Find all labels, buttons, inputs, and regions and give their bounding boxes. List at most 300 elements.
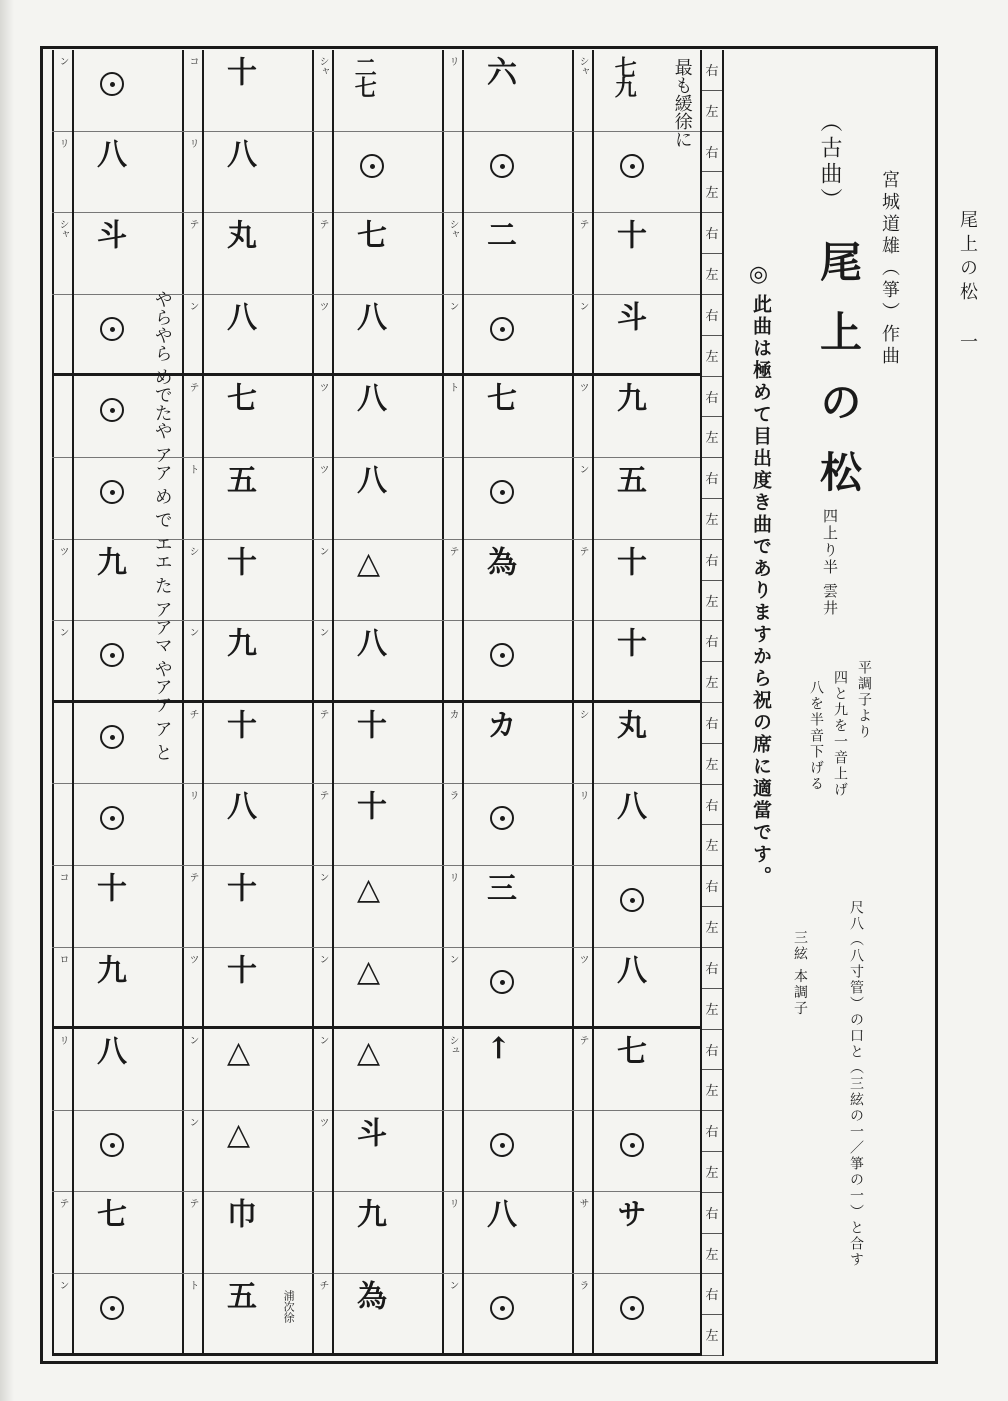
beat-cell: [442, 540, 572, 622]
beat-stem: [202, 213, 204, 295]
beat-stem: [462, 458, 464, 540]
beat-cell: [182, 1111, 312, 1193]
mora-syllable: テ: [577, 1035, 588, 1046]
notation-column: [182, 50, 312, 1356]
mora-syllable: ン: [577, 300, 588, 311]
beat-cell: [442, 866, 572, 948]
beat-cell: [572, 1029, 702, 1111]
mora-syllable: チ: [187, 708, 198, 719]
beat-cell: [572, 621, 702, 703]
beat-stem: [462, 866, 464, 948]
hand-indicator: 右: [702, 1030, 722, 1071]
mora-syllable: テ: [187, 872, 198, 882]
hand-indicator: 右: [702, 458, 722, 499]
beat-stem: [462, 295, 464, 377]
hand-indicator: 左: [702, 172, 722, 213]
rest-circle-icon: [100, 317, 124, 341]
beat-stem: [332, 866, 334, 948]
beat-stem: [202, 1111, 204, 1193]
notation-column: [442, 50, 572, 1356]
note-symbol: 八: [351, 382, 386, 411]
mora-syllable: コ: [187, 56, 198, 66]
beat-stem: [592, 540, 594, 622]
beat-stem: [202, 295, 204, 377]
beat-stem: [72, 784, 74, 866]
beat-stem: [72, 866, 74, 948]
beat-cell: [572, 866, 702, 948]
tuning-step-1: 四と九を一音上げ: [832, 670, 848, 798]
beat-cell: [182, 540, 312, 622]
mora-syllable: ン: [317, 953, 328, 964]
hand-indicator: 左: [702, 1234, 722, 1275]
mora-syllable: ン: [187, 627, 198, 638]
beat-cell: [572, 376, 702, 458]
beat-stem: [72, 703, 74, 785]
beat-cell: [312, 213, 442, 295]
mora-syllable: ツ: [577, 382, 588, 393]
beat-cell: [572, 213, 702, 295]
mora-syllable: ツ: [577, 953, 588, 964]
beat-stem: [72, 213, 74, 295]
note-symbol: △: [221, 1035, 256, 1069]
hand-indicator: 左: [702, 825, 722, 866]
mora-syllable: ラ: [577, 1280, 588, 1290]
mora-syllable: ツ: [317, 1116, 328, 1127]
hand-indicator: 右: [702, 621, 722, 662]
mora-syllable: ン: [447, 953, 458, 964]
mora-syllable: ン: [187, 1035, 198, 1046]
rest-circle-icon: [100, 643, 124, 667]
note-symbol: 七: [221, 382, 256, 411]
beat-cell: [312, 458, 442, 540]
rest-circle-icon: [100, 725, 124, 749]
beat-cell: [182, 948, 312, 1030]
note-symbol: 九: [221, 627, 256, 656]
note-symbol: 八: [611, 790, 646, 819]
beat-cell: [52, 50, 182, 132]
beat-stem: [202, 703, 204, 785]
note-symbol: 八: [611, 953, 646, 982]
rest-circle-icon: [620, 1296, 644, 1320]
beat-cell: [312, 1029, 442, 1111]
beat-cell: [572, 295, 702, 377]
beat-stem: [592, 376, 594, 458]
mora-syllable: シュ: [447, 1035, 458, 1056]
mora-syllable: テ: [187, 219, 198, 230]
lyric-text: やらやら めでたや アア め で エエ た アアマ やアア ア と: [151, 290, 173, 762]
hand-indicator: 右: [702, 1111, 722, 1152]
note-symbol: 十: [611, 627, 646, 656]
note-symbol: カ: [481, 708, 516, 737]
beat-cell: [572, 540, 702, 622]
mora-syllable: リ: [577, 790, 588, 801]
beat-stem: [72, 376, 74, 458]
genre-label: （古曲）: [817, 110, 842, 214]
note-symbol: △: [351, 1035, 386, 1069]
note-symbol: 十: [351, 708, 386, 737]
mora-syllable: ツ: [57, 545, 68, 556]
note-symbol: 十: [221, 56, 256, 84]
beat-stem: [202, 376, 204, 458]
beat-cell: [182, 132, 312, 214]
note-symbol: 十: [611, 545, 646, 574]
beat-stem: [332, 540, 334, 622]
beat-stem: [332, 621, 334, 703]
mora-syllable: リ: [187, 790, 198, 801]
beat-stem: [72, 621, 74, 703]
beat-stem: [592, 866, 594, 948]
page-number: 一: [957, 331, 978, 356]
beat-cell: [182, 213, 312, 295]
beat-stem: [332, 703, 334, 785]
beat-stem: [72, 50, 74, 132]
hand-indicator: 左: [702, 907, 722, 948]
mora-syllable: ン: [447, 300, 458, 311]
running-header: [950, 210, 980, 356]
beat-stem: [202, 132, 204, 214]
beat-stem: [592, 50, 594, 132]
beat-stem: [462, 1192, 464, 1274]
beat-cell: [182, 458, 312, 540]
note-symbol: 十: [221, 545, 256, 574]
beat-cell: [572, 1111, 702, 1193]
beat-cell: [312, 703, 442, 785]
note-symbol: 斗: [611, 300, 646, 329]
beat-cell: [572, 458, 702, 540]
hand-indicator: 右: [702, 377, 722, 418]
hand-indicator: 左: [702, 1152, 722, 1193]
composer-credit: 宮城道雄（箏）作曲: [879, 170, 900, 368]
beat-stem: [72, 948, 74, 1030]
rest-circle-icon: [490, 643, 514, 667]
beat-stem: [592, 1029, 594, 1111]
beat-cell: [572, 1274, 702, 1356]
hand-indicator-column: [700, 50, 724, 1356]
beat-cell: [52, 132, 182, 214]
note-symbol: 十: [351, 790, 386, 819]
rest-circle-icon: [490, 1296, 514, 1320]
beat-stem: [72, 540, 74, 622]
note-symbol: 五: [611, 464, 646, 492]
beat-stem: [332, 132, 334, 214]
mora-syllable: テ: [577, 219, 588, 230]
hand-indicator: 左: [702, 254, 722, 295]
mora-syllable: ン: [57, 56, 68, 66]
beat-cell: [572, 1192, 702, 1274]
beat-stem: [202, 621, 204, 703]
note-symbol: 十: [611, 219, 646, 248]
mora-syllable: ラ: [447, 790, 458, 801]
beat-cell: [442, 703, 572, 785]
note-symbol: 八: [221, 137, 256, 166]
mora-syllable: ト: [187, 464, 198, 474]
note-symbol: サ: [611, 1198, 646, 1227]
beat-stem: [332, 1274, 334, 1356]
beat-cell: [572, 784, 702, 866]
beat-cell: [312, 295, 442, 377]
rest-circle-icon: [620, 888, 644, 912]
beat-cell: [312, 784, 442, 866]
notation-column: [572, 50, 702, 1356]
note-symbol: 七九: [611, 56, 638, 96]
notation-grid: [52, 50, 700, 1356]
beat-cell: [572, 948, 702, 1030]
beat-cell: [312, 540, 442, 622]
beat-stem: [462, 621, 464, 703]
hand-indicator: 左: [702, 91, 722, 132]
note-symbol: 五: [221, 464, 256, 492]
beat-stem: [202, 784, 204, 866]
mora-syllable: シャ: [317, 56, 328, 76]
note-symbol: 八: [221, 790, 256, 819]
note-symbol: 三: [481, 872, 516, 900]
hand-indicator: 左: [702, 499, 722, 540]
beat-cell: [312, 621, 442, 703]
beat-stem: [332, 376, 334, 458]
shamisen-tuning: 三絃 本調子: [792, 930, 808, 1017]
rest-circle-icon: [490, 970, 514, 994]
beat-cell: [52, 213, 182, 295]
mora-syllable: リ: [447, 1198, 458, 1209]
mora-syllable: ツ: [187, 953, 198, 964]
beat-stem: [462, 50, 464, 132]
mora-syllable: テ: [577, 545, 588, 556]
beat-cell: [312, 948, 442, 1030]
rest-circle-icon: [100, 1133, 124, 1157]
beat-stem: [462, 540, 464, 622]
hand-indicator: 左: [702, 417, 722, 458]
beat-stem: [202, 866, 204, 948]
note-symbol: 八: [351, 627, 386, 656]
beat-stem: [592, 1274, 594, 1356]
beat-stem: [332, 213, 334, 295]
note-symbol: △: [221, 1116, 256, 1150]
rest-circle-icon: [100, 72, 124, 96]
note-symbol: 二七: [351, 56, 378, 96]
beat-stem: [592, 132, 594, 214]
beat-stem: [72, 1111, 74, 1193]
mora-syllable: ン: [57, 627, 68, 638]
beat-stem: [72, 1274, 74, 1356]
mora-syllable: ツ: [317, 382, 328, 393]
note-symbol: 八: [221, 300, 256, 329]
beat-stem: [592, 948, 594, 1030]
note-symbol: 為: [481, 545, 516, 574]
rest-circle-icon: [100, 480, 124, 504]
mora-syllable: テ: [447, 545, 458, 556]
mora-syllable: シャ: [447, 219, 458, 240]
note-symbol: 六: [481, 56, 516, 84]
beat-stem: [202, 458, 204, 540]
rest-circle-icon: [100, 398, 124, 422]
note-symbol: 丸: [221, 219, 256, 248]
note-symbol: 七: [351, 219, 386, 248]
rest-circle-icon: [490, 317, 514, 341]
note-symbol: 五: [221, 1280, 256, 1308]
note-symbol: 八: [91, 137, 126, 166]
beat-stem: [462, 213, 464, 295]
beat-stem: [462, 376, 464, 458]
beat-cell: [442, 458, 572, 540]
piece-title: 尾上の松: [814, 240, 863, 520]
hand-indicator: 右: [702, 132, 722, 173]
hand-indicator: 右: [702, 50, 722, 91]
beat-stem: [202, 1274, 204, 1356]
running-title: 尾上の松: [957, 210, 978, 306]
beat-cell: [442, 1192, 572, 1274]
note-symbol: 七: [611, 1035, 646, 1064]
note-symbol: △: [351, 545, 386, 579]
page-edge: [0, 0, 14, 1401]
beat-stem: [462, 1111, 464, 1193]
mora-syllable: リ: [187, 137, 198, 148]
beat-cell: [442, 1029, 572, 1111]
hand-indicator: 右: [702, 866, 722, 907]
beat-stem: [202, 948, 204, 1030]
beat-cell: [182, 703, 312, 785]
beat-cell: [182, 295, 312, 377]
mora-syllable: ン: [447, 1280, 458, 1290]
mora-syllable: ン: [577, 464, 588, 474]
note-symbol: 九: [611, 382, 646, 411]
mora-syllable: テ: [57, 1198, 68, 1209]
hand-indicator: 左: [702, 989, 722, 1030]
mora-syllable: シャ: [57, 219, 68, 240]
beat-stem: [72, 1192, 74, 1274]
mora-syllable: ン: [57, 1280, 68, 1290]
beat-stem: [332, 295, 334, 377]
mora-syllable: ン: [317, 627, 328, 638]
mora-syllable: ン: [317, 1035, 328, 1046]
beat-stem: [592, 784, 594, 866]
beat-cell: [312, 50, 442, 132]
hand-indicator: 左: [702, 336, 722, 377]
mora-syllable: コ: [57, 872, 68, 882]
rest-circle-icon: [100, 806, 124, 830]
beat-stem: [592, 458, 594, 540]
hand-indicator: 右: [702, 1193, 722, 1234]
beat-cell: [312, 866, 442, 948]
mora-syllable: ン: [317, 872, 328, 882]
hand-indicator: 左: [702, 581, 722, 622]
rest-circle-icon: [490, 806, 514, 830]
note-symbol: △: [351, 872, 386, 905]
beat-stem: [592, 295, 594, 377]
beat-cell: [182, 784, 312, 866]
beat-stem: [72, 1029, 74, 1111]
beat-cell: [312, 132, 442, 214]
mora-syllable: カ: [447, 708, 458, 719]
notation-column: [312, 50, 442, 1356]
note-symbol: 九: [91, 953, 126, 982]
beat-cell: [312, 1274, 442, 1356]
lyric-annotation: 浦次徐: [282, 1290, 296, 1323]
hand-indicator: 右: [702, 213, 722, 254]
mora-syllable: リ: [447, 56, 458, 66]
mora-syllable: ロ: [57, 953, 68, 964]
tuning-base: 平調子より: [856, 660, 872, 740]
mora-syllable: シャ: [577, 56, 588, 76]
hand-indicator: 右: [702, 295, 722, 336]
mora-syllable: ト: [187, 1280, 198, 1290]
rest-circle-icon: [490, 154, 514, 178]
note-symbol: 九: [351, 1198, 386, 1227]
hand-indicator: 左: [702, 1070, 722, 1111]
mora-syllable: テ: [187, 1198, 198, 1209]
beat-stem: [332, 948, 334, 1030]
beat-cell: [182, 866, 312, 948]
note-symbol: 巾: [221, 1198, 256, 1227]
mora-syllable: テ: [317, 219, 328, 230]
note-symbol: 八: [351, 300, 386, 329]
note-symbol: 十: [221, 953, 256, 982]
beat-cell: [572, 703, 702, 785]
beat-cell: [442, 621, 572, 703]
beat-stem: [462, 1029, 464, 1111]
note-symbol: 丸: [611, 708, 646, 737]
rest-circle-icon: [490, 480, 514, 504]
note-symbol: 八: [91, 1035, 126, 1064]
mora-syllable: チ: [317, 1280, 328, 1290]
beat-cell: [312, 1111, 442, 1193]
note-symbol: 九: [91, 545, 126, 574]
rest-circle-icon: [360, 154, 384, 178]
mora-syllable: ン: [187, 300, 198, 311]
beat-stem: [462, 132, 464, 214]
mora-syllable: テ: [317, 708, 328, 719]
beat-stem: [332, 1111, 334, 1193]
rest-circle-icon: [490, 1133, 514, 1157]
beat-stem: [72, 295, 74, 377]
beat-cell: [442, 213, 572, 295]
mora-syllable: リ: [57, 137, 68, 148]
beat-cell: [182, 1192, 312, 1274]
beat-stem: [202, 1192, 204, 1274]
note-symbol: 十: [91, 872, 126, 900]
beat-stem: [72, 132, 74, 214]
note-symbol: 十: [221, 708, 256, 737]
beat-cell: [442, 132, 572, 214]
note-symbol: ←: [481, 1035, 516, 1059]
beat-stem: [332, 1029, 334, 1111]
beat-stem: [592, 621, 594, 703]
rest-circle-icon: [100, 1296, 124, 1320]
mora-syllable: ン: [187, 1116, 198, 1127]
note-symbol: 八: [351, 464, 386, 492]
note-symbol: 七: [481, 382, 516, 411]
performance-note: 此曲は極めて目出度き曲でありますから祝の席に適當です。: [750, 294, 772, 888]
beat-stem: [202, 1029, 204, 1111]
tuning-intro: 四上り半 雲井: [821, 508, 839, 617]
beat-stem: [462, 703, 464, 785]
hand-indicator: 左: [702, 744, 722, 785]
beat-stem: [592, 1111, 594, 1193]
tempo-marking: 最も緩徐に: [671, 58, 693, 148]
hand-indicator: 右: [702, 1274, 722, 1315]
tuning-step-2: 八を半音下げる: [808, 680, 824, 792]
mora-syllable: ン: [317, 545, 328, 556]
beat-stem: [202, 540, 204, 622]
shakuhachi-tuning: 尺八（八寸管）の口と（三絃の一／箏の一）と合す: [848, 900, 864, 1268]
beat-stem: [332, 50, 334, 132]
mora-syllable: リ: [447, 872, 458, 882]
note-symbol: 二: [481, 219, 516, 248]
beat-stem: [72, 458, 74, 540]
note-symbol: △: [351, 953, 386, 987]
beat-stem: [462, 1274, 464, 1356]
hand-indicator: 右: [702, 785, 722, 826]
hand-indicator: 右: [702, 948, 722, 989]
